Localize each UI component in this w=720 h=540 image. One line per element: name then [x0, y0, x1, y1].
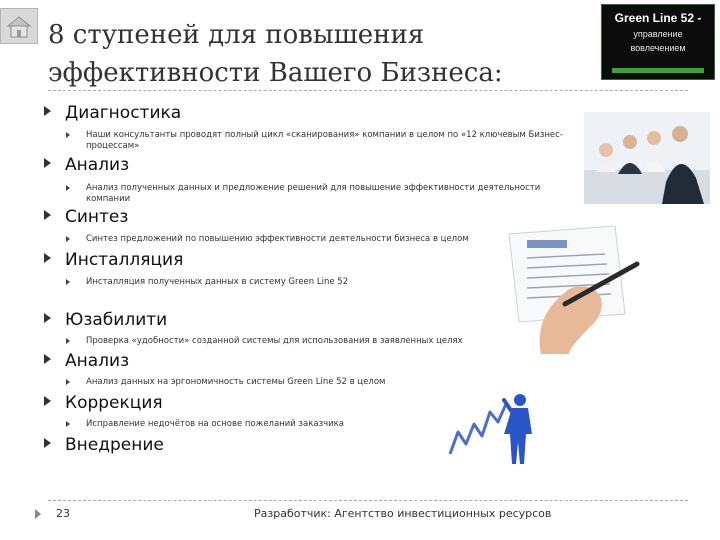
step-heading-analysis-2	[44, 351, 129, 371]
triangle-bullet-icon	[44, 158, 51, 168]
signing-document-photo	[505, 226, 645, 356]
triangle-bullet-icon	[44, 438, 51, 448]
step-heading-synthesis	[44, 207, 128, 227]
triangle-bullet-icon	[44, 396, 51, 406]
step-detail-text: Проверка «удобности» созданной системы для использования в заявленных целях	[86, 336, 463, 346]
step-heading-correction	[44, 393, 163, 413]
developer-credit: Разработчик: Агентство инвестиционных ресурсов	[254, 507, 552, 520]
step-detail-diagnostics	[66, 130, 586, 152]
step-heading-usability	[44, 310, 167, 330]
step-heading-text: Юзабилити	[65, 310, 168, 330]
step-heading-implementation	[44, 435, 164, 455]
step-heading-text: Внедрение	[65, 435, 164, 455]
triangle-bullet-icon	[44, 354, 51, 364]
step-detail-text: Инсталляция полученных данных в систему Green Line 52	[86, 277, 349, 287]
step-detail-usability	[66, 336, 506, 347]
step-detail-analysis	[66, 183, 566, 205]
triangle-bullet-icon	[66, 338, 70, 344]
slide-title-line2: эффективности Вашего Бизнеса:	[48, 58, 503, 88]
step-heading-text: Инсталляция	[65, 250, 184, 270]
logo-line3: вовлечением	[630, 43, 686, 53]
step-heading-text: Анализ	[65, 155, 130, 175]
triangle-bullet-icon	[66, 421, 70, 427]
triangle-bullet-icon	[44, 253, 51, 263]
triangle-bullet-icon	[66, 379, 70, 385]
triangle-bullet-icon	[44, 106, 51, 116]
green-line-logo	[601, 4, 715, 80]
step-detail-analysis-2	[66, 377, 506, 388]
step-heading-text: Коррекция	[65, 393, 163, 413]
triangle-bullet-icon	[44, 313, 51, 323]
business-meeting-photo	[584, 112, 710, 204]
page-number: 23	[56, 507, 70, 520]
step-detail-synthesis	[66, 234, 506, 245]
step-heading-text: Синтез	[65, 207, 129, 227]
step-detail-installation	[66, 277, 506, 288]
logo-accent-bar	[612, 68, 704, 73]
triangle-bullet-icon	[66, 236, 70, 242]
triangle-bullet-icon	[66, 279, 70, 285]
step-heading-diagnostics	[44, 103, 181, 123]
step-detail-text: Анализ полученных данных и предложение решений для повышение эффективности деятельности компании	[86, 183, 541, 204]
slide-title-line1: 8 ступеней для повышения	[48, 20, 425, 50]
bottom-divider	[48, 500, 688, 501]
slide-title	[48, 16, 588, 92]
step-heading-text: Анализ	[65, 351, 130, 371]
step-detail-text: Анализ данных на эргономичность системы Green Line 52 в целом	[86, 377, 386, 387]
logo-line1: Green Line 52 -	[614, 11, 702, 25]
step-detail-correction	[66, 419, 506, 430]
triangle-bullet-icon	[66, 132, 70, 138]
page-marker-icon	[35, 509, 41, 519]
triangle-bullet-icon	[44, 210, 51, 220]
home-button[interactable]	[0, 8, 38, 44]
step-detail-text: Исправление недочётов на основе пожеланий заказчика	[86, 419, 344, 429]
step-detail-text: Синтез предложений по повышению эффективности деятельности бизнеса в целом	[86, 234, 469, 244]
step-heading-text: Диагностика	[65, 103, 182, 123]
growth-chart-businessman-icon	[446, 388, 542, 468]
step-heading-installation	[44, 250, 183, 270]
home-icon	[1, 9, 37, 43]
triangle-bullet-icon	[66, 185, 70, 191]
step-detail-text: Наши консультанты проводят полный цикл «сканирования» компании в целом по «12 ключевым Бизнес-процессам»	[86, 130, 563, 151]
top-divider	[48, 90, 688, 91]
step-heading-analysis	[44, 155, 129, 175]
logo-line2: управление	[633, 29, 683, 39]
